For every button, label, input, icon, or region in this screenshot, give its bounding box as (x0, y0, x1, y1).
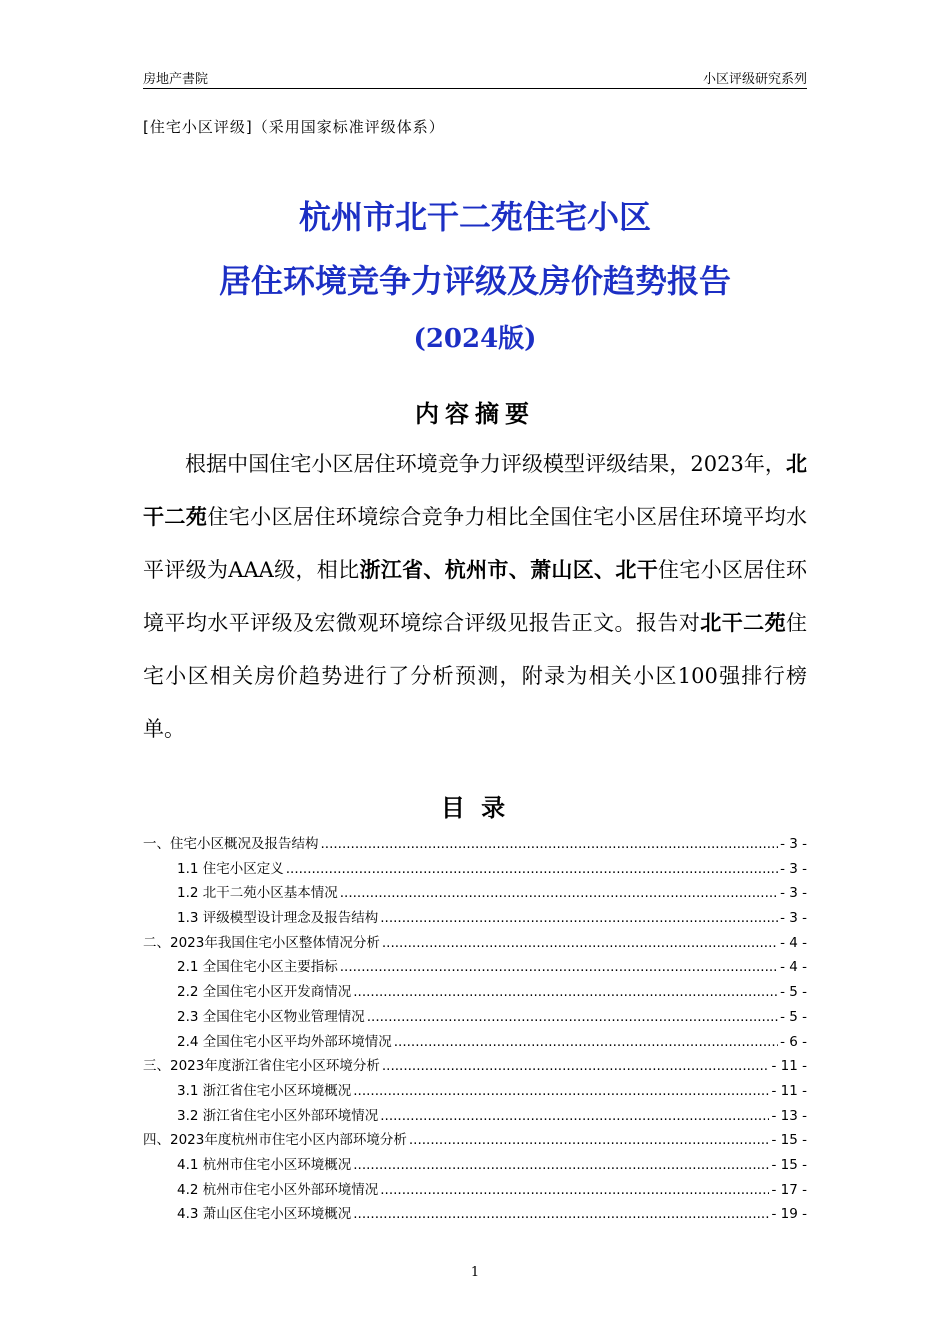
toc-entry-page: - 15 - (771, 1132, 807, 1149)
toc-dot-leader (409, 1132, 770, 1148)
report-title-line1: 杭州市北干二苑住宅小区 (298, 198, 651, 236)
abstract-text: 住宅小区居住环境平均水平评级及宏微观环境综合评级见报告正文。报告对 (143, 558, 808, 635)
toc-dot-leader (353, 1083, 769, 1099)
abstract-text: 住宅小区居住环境综合竞争力相比全国住宅小区居住环境平均水平评级为AAA级 (143, 505, 808, 582)
header-series: 小区评级研究系列 (702, 72, 807, 87)
toc-entry-page: - 4 - (780, 934, 807, 951)
toc-dot-leader (353, 1157, 769, 1173)
toc-entry[interactable] (143, 906, 807, 931)
toc-entry-label: 2.2 全国住宅小区开发商情况 (177, 984, 352, 1001)
toc-entry-page: - 3 - (780, 910, 807, 927)
toc-entry-label: 1.3 评级模型设计理念及报告结构 (177, 910, 379, 927)
toc-entry-page: - 5 - (780, 984, 807, 1001)
toc-dot-leader (380, 1182, 769, 1198)
toc-entry-page: - 11 - (771, 1082, 807, 1099)
toc-dot-leader (340, 885, 778, 901)
abstract-text: 根据中国住宅小区居住环境竞争力评级模型评级结果，2023年， (185, 452, 786, 476)
toc-entry-page: - 3 - (780, 860, 807, 877)
toc-entry-page: - 19 - (771, 1206, 807, 1223)
abstract-highlight: 北干二苑 (700, 611, 786, 635)
toc-entry-label: 4.2 杭州市住宅小区外部环境情况 (177, 1181, 379, 1198)
toc-entry[interactable] (143, 881, 807, 906)
toc-entry-label: 3.2 浙江省住宅小区外部环境情况 (177, 1107, 379, 1124)
toc-entry-label: 3.1 浙江省住宅小区环境概况 (177, 1082, 352, 1099)
toc-entry-label: 4.1 杭州市住宅小区环境概况 (177, 1156, 352, 1173)
toc-dot-leader (382, 935, 778, 951)
toc-dot-leader (394, 1034, 778, 1050)
table-of-contents (143, 832, 807, 1227)
toc-entry[interactable] (143, 1079, 807, 1104)
header-publisher: 房地产書院 (143, 72, 209, 87)
toc-entry-label: 2.1 全国住宅小区主要指标 (177, 959, 338, 976)
report-title-line2: 居住环境竞争力评级及房价趋势报告 (218, 262, 731, 300)
toc-entry-label: 二、2023年我国住宅小区整体情况分析 (143, 934, 380, 951)
toc-entry-page: - 17 - (771, 1181, 807, 1198)
toc-entry-label: 四、2023年度杭州市住宅小区内部环境分析 (143, 1132, 407, 1149)
toc-entry-label: 2.4 全国住宅小区平均外部环境情况 (177, 1033, 392, 1050)
toc-entry[interactable] (143, 1030, 807, 1055)
page-number: 1 (470, 1265, 480, 1280)
toc-heading: 目 录 (440, 794, 510, 822)
toc-entry-page: - 3 - (780, 836, 807, 852)
toc-dot-leader (380, 1108, 769, 1124)
toc-entry[interactable] (143, 1202, 807, 1227)
toc-entry[interactable] (143, 980, 807, 1005)
toc-entry-page: - 11 - (771, 1058, 807, 1075)
toc-entry[interactable] (143, 1104, 807, 1129)
abstract-body (143, 438, 807, 756)
toc-entry[interactable] (143, 1005, 807, 1030)
toc-entry-label: 1.1 住宅小区定义 (177, 860, 284, 877)
abstract-heading: 内容摘要 (415, 400, 535, 428)
abstract-text: ，相比 (295, 558, 360, 582)
toc-dot-leader (382, 1058, 770, 1074)
toc-dot-leader (367, 1009, 778, 1025)
toc-dot-leader (321, 836, 779, 852)
report-category: [住宅小区评级]（采用国家标准评级体系） (143, 118, 445, 136)
toc-entry-label: 三、2023年度浙江省住宅小区环境分析 (143, 1058, 380, 1075)
toc-entry[interactable] (143, 1054, 807, 1079)
abstract-highlight: 北干二苑 (143, 452, 807, 529)
toc-entry[interactable] (143, 832, 807, 857)
toc-dot-leader (353, 984, 778, 1000)
toc-entry-label: 一、住宅小区概况及报告结构 (143, 836, 319, 852)
toc-dot-leader (286, 861, 778, 877)
toc-entry-page: - 6 - (780, 1033, 807, 1050)
toc-entry-page: - 13 - (771, 1107, 807, 1124)
toc-dot-leader (380, 910, 778, 926)
toc-dot-leader (353, 1206, 769, 1222)
toc-entry-label: 1.2 北干二苑小区基本情况 (177, 885, 338, 902)
toc-entry-page: - 15 - (771, 1156, 807, 1173)
toc-entry[interactable] (143, 955, 807, 980)
page-header (143, 66, 807, 89)
toc-entry[interactable] (143, 931, 807, 956)
toc-entry-page: - 5 - (780, 1008, 807, 1025)
toc-entry[interactable] (143, 1178, 807, 1203)
toc-entry[interactable] (143, 857, 807, 882)
abstract-highlight: 浙江省、杭州市、萧山区、北干 (359, 558, 659, 582)
toc-entry-label: 4.3 萧山区住宅小区环境概况 (177, 1206, 352, 1223)
toc-dot-leader (340, 959, 778, 975)
toc-entry-page: - 3 - (780, 885, 807, 902)
toc-entry[interactable] (143, 1128, 807, 1153)
toc-entry-label: 2.3 全国住宅小区物业管理情况 (177, 1008, 365, 1025)
toc-entry[interactable] (143, 1153, 807, 1178)
abstract-text: 住宅小区相关房价趋势进行了分析预测，附录为相关小区100强排行榜单。 (143, 611, 807, 741)
report-edition: (2024版) (413, 324, 537, 354)
toc-entry-page: - 4 - (780, 959, 807, 976)
